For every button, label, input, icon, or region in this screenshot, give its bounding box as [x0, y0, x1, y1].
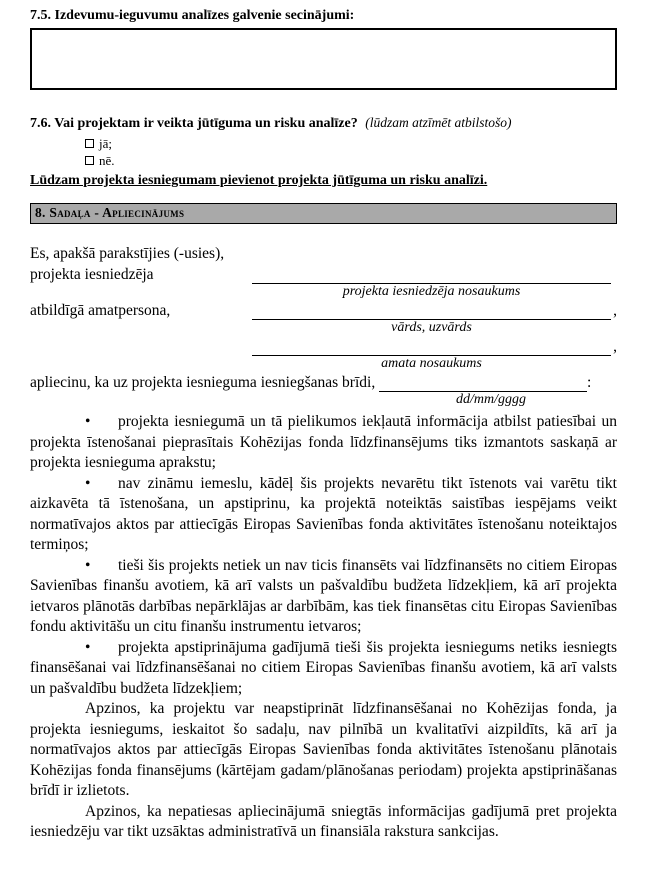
confirm-row-colon: :	[587, 374, 592, 391]
spacer	[30, 356, 252, 372]
applicant-caption-row	[30, 284, 617, 300]
official-label: atbildīgā amatpersona,	[30, 302, 171, 319]
section-8-header: 8. Sadaļa - Apliecinājums	[30, 203, 617, 224]
date-field-caption: dd/mm/gggg	[456, 392, 526, 407]
declaration-text	[30, 412, 617, 843]
applicant-field-caption: projekta iesniedzēja nosaukums	[342, 284, 521, 299]
declaration-paragraph-2: Apzinos, ka nepatiesas apliecinājumā sniegtās informācijas gadījumā pret projekta iesniedzēju var tikt uzsāktas administratīvā un finansiāla rakstura sankcijas.	[30, 802, 617, 840]
spacer	[611, 320, 617, 336]
position-caption-row	[30, 356, 617, 372]
spacer	[611, 356, 617, 372]
position-row	[30, 336, 617, 356]
spacer	[30, 320, 252, 336]
option-yes-row	[85, 135, 617, 152]
checkbox-yes-label: jā;	[99, 135, 112, 151]
applicant-row	[30, 264, 617, 284]
declaration-paragraph-1: Apzinos, ka projektu var neapstiprināt līdzfinansēšanai no Kohēzijas fonda, ja projekta iesniegums, ieskaitot šo sadaļu, nav pilnībā un kvalitatīvi aizpildīts, kā arī ja normatīvajos aktos par attiecīgās Eiropas Savienības fonda aktivitātes īstenošanu plānotais Kohēzijas fonda finansējums (kārtējam gadam/plānošanas periodam) projekta apstiprināšanas brīdī ir izlietots.	[30, 700, 617, 799]
declaration-bullet-3-text: tieši šis projekts netiek un nav ticis finansēts vai līdzfinansēts no citiem Eiropas Savienības finanšu avotiem, kā arī valsts un pašvaldību budžeta līdzekļiem, kā arī projekta ietvaros plānotās darbības nepārklājas ar darbībām, kas tiek finansētas citu Eiropas Savienības fondu aktivitāšu un citu finanšu instrumentu ietvaros;	[30, 556, 617, 635]
conclusions-answer-box[interactable]	[30, 28, 617, 90]
spacer	[30, 284, 252, 300]
official-row	[30, 300, 617, 320]
declaration-signature-block	[30, 244, 617, 408]
bullet-icon: •	[85, 638, 91, 656]
official-caption-row	[30, 320, 617, 336]
declaration-bullet-2	[30, 474, 617, 556]
declaration-intro-line-1: Es, apakšā parakstījies (-usies),	[30, 245, 225, 262]
bullet-icon: •	[85, 556, 91, 574]
official-row-comma: ,	[613, 302, 617, 319]
section-7-6-heading	[30, 115, 617, 132]
date-caption-row	[30, 392, 617, 408]
section-7-6-heading-text: 7.6. Vai projektam ir veikta jūtīguma un risku analīze?	[30, 116, 358, 131]
confirm-date-row	[30, 372, 617, 392]
declaration-bullet-2-text: nav zināmu iemeslu, kādēļ šis projekts nevarētu tikt īstenots vai varētu tikt aizkavēta tā īstenošana, un apstiprinu, ka projektā noteiktās saistības iespējams veikt normatīvajos aktos par attiecīgās Eiropas Savienības fonda aktivitātes īstenošanu noteiktajos termiņos;	[30, 474, 617, 553]
declaration-bullet-1	[30, 412, 617, 474]
section-7-6-hint: (lūdzam atzīmēt atbilstošo)	[365, 115, 512, 130]
applicant-name-field[interactable]	[252, 264, 611, 284]
checkbox-no-label: nē.	[99, 152, 115, 168]
bullet-icon: •	[85, 474, 91, 492]
applicant-label: projekta iesniedzēja	[30, 266, 154, 283]
spacer	[611, 284, 617, 300]
position-field-caption: amata nosaukums	[381, 356, 482, 371]
bullet-icon: •	[85, 413, 91, 430]
position-field[interactable]	[252, 336, 611, 356]
declaration-bullet-3	[30, 556, 617, 638]
checkbox-yes[interactable]	[85, 139, 94, 148]
spacer	[30, 392, 395, 408]
checkbox-no[interactable]	[85, 156, 94, 165]
confirm-label: apliecinu, ka uz projekta iesnieguma iesniegšanas brīdi,	[30, 374, 376, 391]
declaration-bullet-4	[30, 638, 617, 700]
name-field-caption: vārds, uzvārds	[391, 320, 472, 335]
date-field[interactable]	[379, 372, 587, 392]
attach-analysis-note: Lūdzam projekta iesniegumam pievienot projekta jūtīguma un risku analīzi.	[30, 173, 488, 188]
declaration-bullet-4-text: projekta apstiprinājuma gadījumā tieši šis projekta iesniegums netiks iesniegts finansēšanai vai līdzfinansēšanai no citiem Eiropas Savienības finanšu avotiem, kā arī valsts un pašvaldību budžeta līdzekļiem;	[30, 638, 617, 697]
option-no-row	[85, 152, 617, 169]
position-row-comma: ,	[613, 338, 617, 355]
official-name-field[interactable]	[252, 300, 611, 320]
risk-analysis-options	[30, 135, 617, 169]
declaration-bullet-1-text: projekta iesniegumā un tā pielikumos iekļautā informācija atbilst patiesībai un projekta īstenošanai pieprasītais Kohēzijas fonda līdzfinansējums tiks izmantots saskaņā ar projekta iesnieguma aprakstu;	[30, 413, 617, 471]
section-7-5-heading: 7.5. Izdevumu-ieguvumu analīzes galvenie secinājumi:	[30, 8, 355, 23]
